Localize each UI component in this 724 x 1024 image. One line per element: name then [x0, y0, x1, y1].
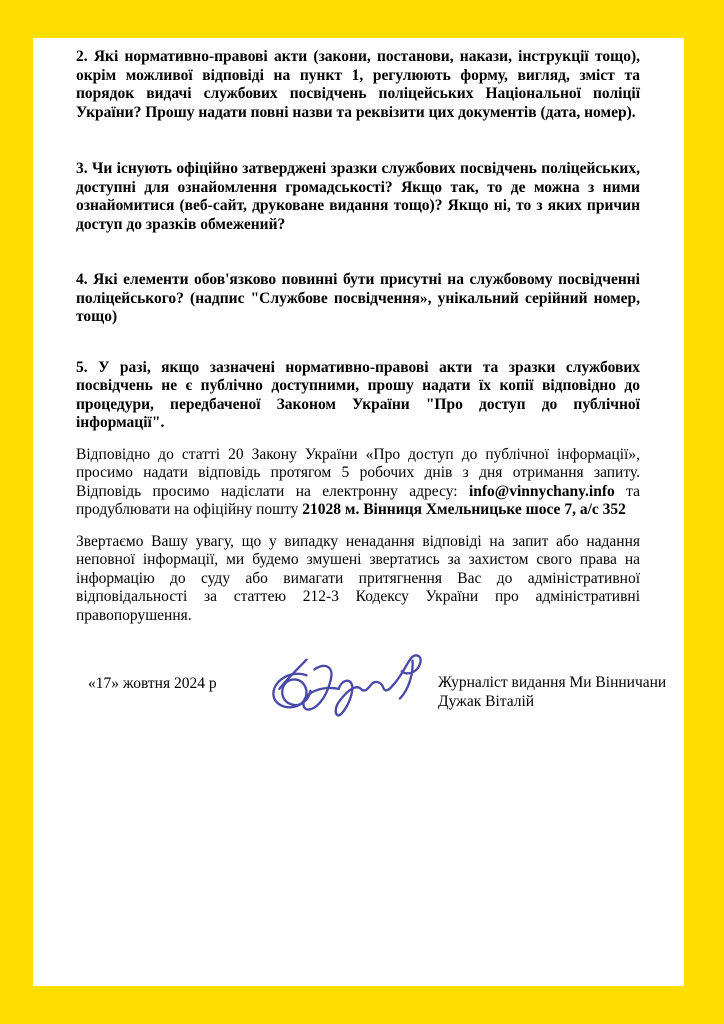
question-paragraph-5: 5. У разі, якщо зазначені нормативно-правові акти та зразки службових посвідчень не є публічно доступними, прошу надати їх копії відповідно до процедури, передбаченої Законом України "Про доступ до публічної інформації". [76, 358, 640, 431]
response-instructions-text-2: та продублювати на офіційну пошту [76, 482, 640, 518]
response-instructions-paragraph [76, 446, 640, 520]
signature-date: «17» жовтня 2024 р [88, 675, 217, 692]
handwritten-signature-icon [256, 646, 431, 724]
question-paragraph-4: 4. Які елементи обов'язково повинні бути присутні на службовому посвідченні поліцейського? (надпис "Службове посвідчення», унікальний серійний номер, тощо) [76, 271, 640, 325]
signer-role: Журналіст видання Ми Вінничани [438, 674, 667, 691]
question-paragraph-2: 2. Які нормативно-правові акти (закони, постанови, накази, інструкції тощо), окрім можливої відповіді на пункт 1, регулюють форму, вигляд, зміст та порядок видачі службових посвідчень поліцейських Національної поліції України? Прошу надати повні назви та реквізити цих документів (дата, номер). [76, 48, 640, 121]
email-address: info@vinnychany.info [468, 482, 615, 500]
signature-block [76, 644, 667, 734]
warning-paragraph: Звертаємо Вашу увагу, що у випадку ненадання відповіді на запит або надання неповної інформації, ми будемо змушені звертатись за захистом свого права на інформацію до суду або вимагати притягнення Вас до адміністративної відповідальності за статтею 212-3 Кодексу України про адміністративні правопорушення. [76, 532, 640, 624]
response-instructions-text-1: Відповідно до статті 20 Закону України «Про доступ до публічної інформації», просимо надати відповідь протягом 5 робочих днів з дня отримання запиту. Відповідь просимо надіслати на електронну адресу: [76, 445, 640, 500]
postal-address: 21028 м. Вінниця Хмельницьке шосе 7, а/с 352 [302, 501, 626, 518]
signer-name: Дужак Віталій [438, 693, 535, 710]
document-page [33, 38, 684, 986]
question-paragraph-3: 3. Чи існують офіційно затверджені зразки службових посвідчень поліцейських, доступні для ознайомлення громадськості? Якщо так, то де можна з ними ознайомитися (веб-сайт, друковане видання тощо)? Якщо ні, то з яких причин доступ до зразків обмежений? [76, 160, 640, 233]
signer-info [438, 673, 666, 711]
page-content [33, 38, 684, 734]
